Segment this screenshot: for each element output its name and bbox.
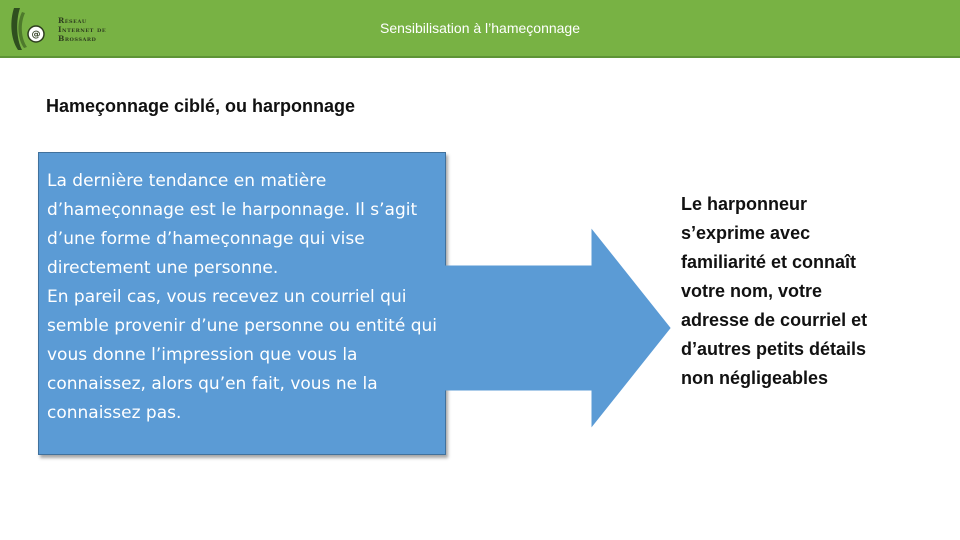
logo-text: Réseau Internet de Brossard: [58, 16, 107, 43]
side-description: Le harponneur s’exprime avec familiarité et connaît votre nom, votre adresse de courriel et d’autres petits détails non négligeables: [681, 194, 868, 388]
info-box: [38, 152, 446, 455]
header-divider: [0, 56, 960, 58]
slide-subtitle: Hameçonnage ciblé, ou harponnage: [46, 96, 356, 116]
svg-text:@: @: [31, 30, 41, 40]
info-box-text: La dernière tendance en matière d’hameçonnage est le harponnage. Il s’agit d’une forme d’hameçonnage qui vise directement une personne. En pareil cas, vous recevez un courriel qui semble provenir d’une personne ou entité qui vous donne l’impression que vous la connaissez, alors qu’en fait, vous ne la connaissez pas.: [47, 171, 438, 423]
header-bar: [0, 0, 960, 56]
page-title: Sensibilisation à l’hameçonnage: [379, 20, 581, 36]
right-arrow-icon: [444, 228, 674, 428]
